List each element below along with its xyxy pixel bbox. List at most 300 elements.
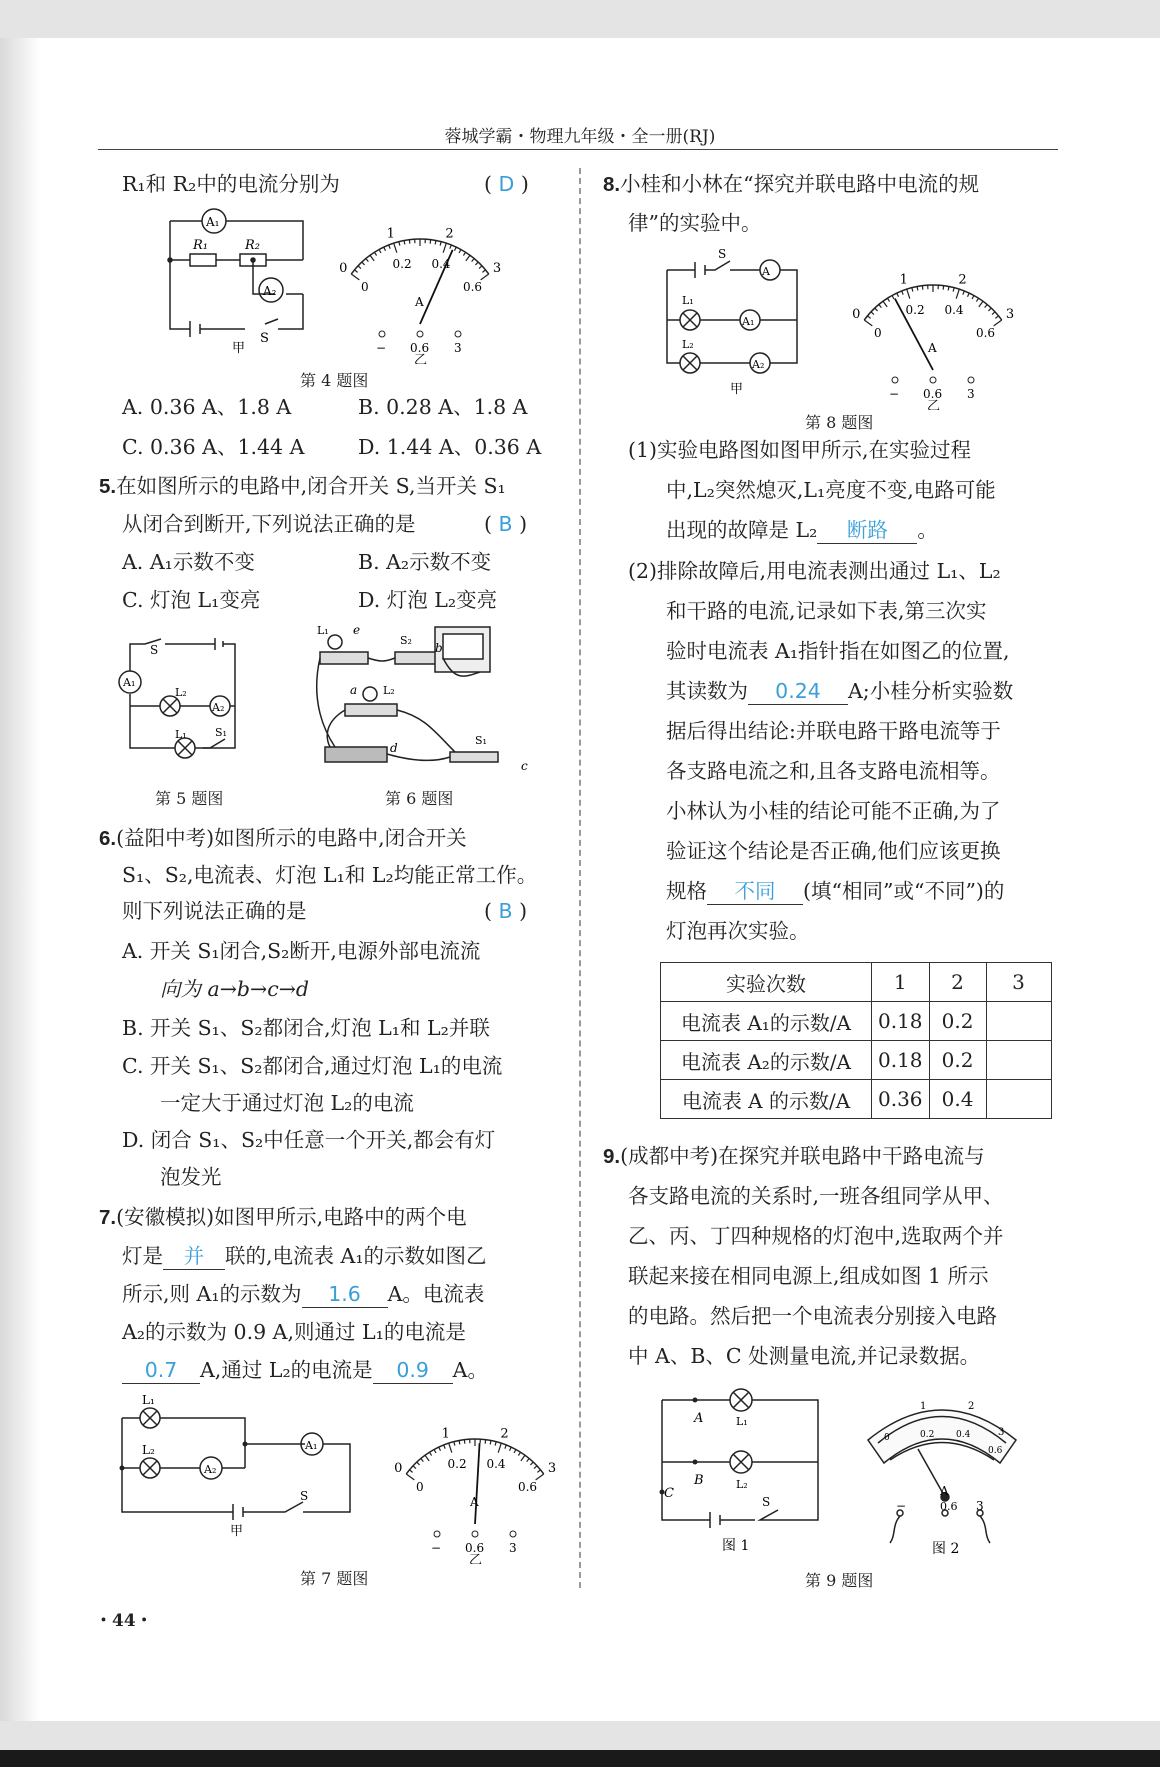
- q5-caption: 第 5 题图: [155, 789, 224, 808]
- svg-text:b: b: [435, 641, 443, 655]
- svg-text:−: −: [896, 1499, 907, 1513]
- q6-option-c: C. 开关 S₁、S₂都闭合,通过灯泡 L₁的电流: [122, 1054, 503, 1078]
- dial-tick: [509, 1447, 511, 1451]
- q6-line1: [99, 820, 467, 857]
- svg-text:c: c: [521, 759, 528, 772]
- dial-tick: [537, 1470, 540, 1473]
- q7-text-1: (安徽模拟)如图甲所示,电路中的两个电: [116, 1205, 467, 1229]
- svg-text:S₁: S₁: [475, 734, 487, 747]
- dial-tick: [389, 245, 390, 249]
- q6-answer: B: [498, 899, 513, 923]
- dial-tick: [459, 250, 461, 254]
- svg-text:L₂: L₂: [175, 686, 187, 699]
- dial-tick: [475, 262, 478, 265]
- q4-option-c: C. 0.36 A、1.44 A: [122, 435, 305, 459]
- dial-top-label: 0: [394, 1461, 403, 1477]
- dial-tick: [425, 1455, 429, 1461]
- table-cell: 0.18: [872, 1041, 930, 1080]
- dial-tick: [464, 1440, 465, 1444]
- q4-r2-label: R₂: [245, 238, 260, 253]
- dial-bottom-label: 0.4: [486, 1457, 506, 1472]
- table-cell: [986, 1002, 1051, 1041]
- dial-tick: [995, 316, 998, 319]
- dial-tick: [406, 1474, 414, 1480]
- svg-text:S₁: S₁: [215, 726, 227, 739]
- q4-fig-jia: 甲: [232, 341, 246, 354]
- svg-text:A: A: [694, 1411, 704, 1426]
- dial-bottom-label: 0.2: [447, 1457, 467, 1472]
- q5-line2: 从闭合到断开,下列说法正确的是: [122, 512, 416, 536]
- dial-top-label: 2: [500, 1426, 509, 1442]
- q8-text-p2-9a: 规格: [666, 879, 707, 903]
- dial-tick: [943, 286, 944, 290]
- q8-caption: 第 8 题图: [805, 413, 874, 432]
- q6-number: 6.: [99, 827, 117, 850]
- q8-circuit-diagram: [660, 248, 805, 398]
- terminal-3-label: 3: [967, 387, 975, 401]
- dial-bottom-label: 0.6: [517, 1479, 538, 1494]
- q6-option-d: D. 闭合 S₁、S₂中任意一个开关,都会有灯: [122, 1128, 496, 1152]
- dial-tick: [466, 255, 470, 261]
- dial-tick: [421, 1459, 424, 1462]
- dial-tick: [374, 252, 376, 255]
- dial-top-label: 3: [547, 1461, 557, 1477]
- q6-physical-circuit-image: [315, 622, 540, 772]
- q9-fig2-label: 图 2: [932, 1541, 960, 1557]
- dial-top-label: 3: [1005, 307, 1015, 323]
- q6-option-c-cont: 一定大于通过灯泡 L₂的电流: [160, 1091, 414, 1115]
- dial-tick: [907, 289, 910, 299]
- svg-text:S: S: [300, 1489, 309, 1503]
- q5-option-a: A. A₁示数不变: [122, 550, 255, 574]
- q7-ammeter-dial: [380, 1404, 570, 1564]
- dial-top-label: 3: [492, 261, 502, 277]
- q8-data-table: [660, 962, 1052, 1119]
- q8-ammeter-dial: [838, 250, 1028, 410]
- dial-tick: [439, 1447, 441, 1451]
- terminal-3: [455, 331, 461, 337]
- svg-text:甲: 甲: [230, 1524, 244, 1539]
- terminal-minus-label: −: [376, 341, 387, 355]
- dial-top-label: 2: [445, 226, 454, 242]
- dial-tick: [534, 1466, 537, 1469]
- svg-text:S: S: [762, 1495, 771, 1509]
- dial-tick: [351, 274, 359, 280]
- table-header-cell: 3: [986, 963, 1051, 1002]
- svg-text:A₁: A₁: [742, 315, 755, 328]
- q8-text-p1-3a: 出现的故障是 L₂: [666, 518, 818, 542]
- q8-p2-line8: 验证这个结论是否正确,他们应该更换: [666, 839, 1001, 863]
- dial-tick: [485, 1440, 486, 1444]
- dial-tick: [482, 270, 485, 273]
- q8-text-p2-4a: 其读数为: [666, 679, 748, 703]
- page-number: ・44・: [95, 1611, 153, 1631]
- q5-option-c: C. 灯泡 L₁变亮: [122, 588, 261, 612]
- q7-blank-1: 并: [163, 1243, 225, 1270]
- dial-tick: [917, 287, 918, 291]
- dial-tick: [410, 1470, 413, 1473]
- q8-text-1: 小桂和小林在“探究并联电路中电流的规: [620, 172, 980, 196]
- dial-tick: [429, 1452, 431, 1455]
- q8-p2-line3: 验时电流表 A₁指针指在如图乙的位置,: [666, 639, 1010, 663]
- dial-bottom-label: 0.2: [392, 257, 412, 272]
- dial-tick: [530, 1462, 533, 1465]
- q4-s-label: S: [260, 331, 269, 346]
- dial-tick: [875, 308, 878, 311]
- q8-text-p1-3b: 。: [917, 518, 938, 542]
- q7-line2: [122, 1238, 487, 1274]
- q9-line5: 的电路。然后把一个电流表分别接入电路: [628, 1304, 997, 1328]
- q7-caption: 第 7 题图: [300, 1569, 369, 1588]
- q8-p2-line4: [666, 673, 1013, 709]
- terminal-minus-label: −: [431, 1541, 442, 1555]
- svg-text:A₂: A₂: [212, 701, 225, 714]
- dial-tick: [362, 262, 365, 265]
- table-header-cell: 1: [872, 963, 930, 1002]
- svg-text:L₁: L₁: [317, 624, 329, 637]
- svg-text:C: C: [664, 1486, 674, 1501]
- svg-text:a: a: [350, 683, 358, 697]
- q7-blank-3: 0.7: [122, 1357, 200, 1384]
- q4-ammeter-dial: [325, 204, 515, 364]
- table-row: [661, 1080, 1052, 1119]
- q6-line2: S₁、S₂,电流表、灯泡 L₁和 L₂均能正常工作。: [122, 863, 538, 887]
- svg-text:2: 2: [968, 1401, 975, 1412]
- page-shadow: [0, 38, 40, 1721]
- table-cell: [986, 1080, 1051, 1119]
- dial-tick: [897, 293, 899, 297]
- svg-text:甲: 甲: [730, 382, 744, 397]
- terminal-3-label: 3: [509, 1541, 517, 1555]
- svg-text:A₂: A₂: [204, 1463, 217, 1476]
- terminal-3: [510, 1531, 516, 1537]
- q6-answer-bracket: ( B ): [484, 899, 528, 923]
- terminal-3-label: 3: [454, 341, 462, 355]
- terminal-06: [472, 1531, 478, 1537]
- dial-tick: [992, 312, 995, 315]
- table-cell: 0.2: [929, 1041, 986, 1080]
- table-cell: [986, 1041, 1051, 1080]
- table-header-cell: 实验次数: [661, 963, 872, 1002]
- header-rule: [98, 149, 1058, 150]
- svg-text:3: 3: [998, 1427, 1005, 1438]
- table-header-cell: 2: [929, 963, 986, 1002]
- svg-text:B: B: [694, 1473, 704, 1488]
- table-row: [661, 1002, 1052, 1041]
- q8-p2-line9: [666, 873, 1004, 909]
- column-divider: [579, 168, 581, 1588]
- table-row: [661, 1041, 1052, 1080]
- dial-tick: [358, 266, 361, 269]
- q4-option-b: B. 0.28 A、1.8 A: [358, 395, 528, 419]
- q7-text-2a: 灯是: [122, 1244, 163, 1268]
- terminal-06-label: 0.6: [923, 387, 943, 401]
- svg-text:A: A: [940, 1484, 949, 1498]
- q7-text-3a: 所示,则 A₁的示数为: [122, 1282, 302, 1306]
- q5-line1: [99, 468, 506, 505]
- terminal-3: [968, 377, 974, 383]
- q8-p2-line1: (2)排除故障后,用电流表测出通过 L₁、L₂: [628, 559, 1001, 583]
- dial-tick: [892, 296, 894, 300]
- q8-p2-line2: 和干路的电流,记录如下表,第三次实: [666, 599, 987, 623]
- dial-tick: [379, 250, 381, 254]
- terminal-minus: [434, 1531, 440, 1537]
- q7-line4: A₂的示数为 0.9 A,则通过 L₁的电流是: [122, 1320, 466, 1344]
- q7-text-5a: A,通过 L₂的电流是: [200, 1358, 373, 1382]
- svg-text:0: 0: [884, 1433, 890, 1443]
- dial-tick: [521, 1455, 525, 1461]
- dial-fig-label: 乙: [927, 399, 941, 410]
- q9-caption: 第 9 题图: [805, 1571, 874, 1590]
- q7-number: 7.: [99, 1206, 117, 1229]
- dial-tick: [868, 316, 871, 319]
- dial-tick: [956, 289, 959, 299]
- q9-line3: 乙、丙、丁四种规格的灯泡中,选取两个并: [628, 1224, 1004, 1248]
- q6-option-a-cont: 向为 a→b→c→d: [160, 977, 309, 1001]
- dial-tick: [399, 242, 400, 246]
- dial-tick: [505, 1445, 506, 1449]
- q9-ammeter-figure: [860, 1385, 1025, 1560]
- svg-text:L₂: L₂: [736, 1478, 748, 1491]
- dial-tick: [454, 1442, 455, 1446]
- q5-circuit-diagram: [115, 636, 275, 761]
- dial-tick: [454, 247, 456, 251]
- dial-tick: [434, 1450, 436, 1454]
- svg-text:A: A: [762, 265, 770, 278]
- dial-tick: [463, 252, 465, 255]
- svg-text:L₁: L₁: [736, 1415, 748, 1428]
- q5-option-d: D. 灯泡 L₂变亮: [358, 588, 498, 612]
- table-cell: 电流表 A₁的示数/A: [661, 1002, 872, 1041]
- q8-blank-1: 断路: [817, 517, 917, 544]
- q8-p2-line5: 据后得出结论:并联电路干路电流等于: [666, 719, 1001, 743]
- dial-tick: [366, 259, 369, 262]
- q5-text-1: 在如图所示的电路中,闭合开关 S,当开关 S₁: [116, 474, 506, 498]
- dial-tick: [443, 243, 446, 253]
- dial-tick: [417, 1462, 420, 1465]
- dial-tick: [479, 266, 482, 269]
- svg-text:A₁: A₁: [305, 1439, 318, 1452]
- table-cell: 0.2: [929, 1002, 986, 1041]
- q7-circuit-diagram: [115, 1390, 355, 1540]
- q8-text-p2-4b: A;小桂分析实验数: [848, 679, 1014, 703]
- q9-line4: 联起来接在相同电源上,组成如图 1 所示: [628, 1264, 989, 1288]
- dial-tick: [963, 291, 964, 295]
- dial-tick: [498, 1443, 501, 1453]
- svg-text:0.4: 0.4: [956, 1430, 971, 1440]
- dial-unit: A: [470, 1495, 479, 1509]
- q6-option-a: A. 开关 S₁闭合,S₂断开,电源外部电流流: [122, 939, 481, 963]
- svg-text:L₂: L₂: [383, 684, 395, 697]
- terminal-minus-label: −: [889, 387, 900, 401]
- dial-tick: [450, 245, 451, 249]
- dial-tick: [953, 288, 954, 292]
- dial-tick: [902, 291, 903, 295]
- terminal-06-label: 0.6: [465, 1541, 485, 1555]
- terminal-06-label: 0.6: [410, 341, 430, 355]
- dial-tick: [527, 1459, 530, 1462]
- q9-number: 9.: [603, 1145, 621, 1168]
- dial-needle: [475, 1443, 480, 1524]
- dial-tick: [988, 308, 991, 311]
- dial-tick: [972, 296, 974, 300]
- q4-option-d: D. 1.44 A、0.36 A: [358, 435, 542, 459]
- q8-blank-2: 0.24: [748, 678, 848, 705]
- q4-a2-label: A₂: [263, 284, 277, 298]
- svg-text:e: e: [353, 623, 361, 637]
- q8-p1-line1: (1)实验电路图如图甲所示,在实验过程: [628, 438, 972, 462]
- q6-caption: 第 6 题图: [385, 789, 454, 808]
- dial-tick: [459, 1441, 460, 1445]
- q9-fig1-label: 图 1: [722, 1538, 750, 1554]
- q6-line3: 则下列说法正确的是: [122, 899, 307, 923]
- bottom-bar: [0, 1750, 1160, 1767]
- dial-tick: [948, 287, 949, 291]
- svg-text:S: S: [718, 248, 727, 261]
- svg-text:0.6: 0.6: [988, 1446, 1003, 1456]
- dial-tick: [370, 255, 374, 261]
- q8-blank-3: 不同: [707, 878, 803, 905]
- dial-bottom-label: 0.2: [905, 303, 925, 318]
- svg-text:3: 3: [976, 1499, 984, 1513]
- dial-tick: [979, 301, 983, 307]
- dial-tick: [444, 1445, 445, 1449]
- dial-tick: [967, 293, 969, 297]
- dial-top-label: 1: [899, 272, 908, 288]
- dial-tick: [495, 1442, 496, 1446]
- q7-blank-4: 0.9: [373, 1357, 453, 1384]
- table-cell: 电流表 A₂的示数/A: [661, 1041, 872, 1080]
- q7-text-5b: A。: [452, 1358, 488, 1382]
- table-cell: 0.4: [929, 1080, 986, 1119]
- q7-text-2b: 联的,电流表 A₁的示数如图乙: [225, 1244, 487, 1268]
- q9-line1: [603, 1138, 985, 1175]
- terminal-06: [930, 377, 936, 383]
- q8-line2: 律”的实验中。: [628, 211, 762, 235]
- q7-line1: [99, 1199, 467, 1236]
- dial-tick: [355, 270, 358, 273]
- dial-fig-label: 乙: [414, 353, 428, 364]
- dial-bottom-label: 0: [874, 325, 882, 340]
- q9-circuit-diagram: [650, 1380, 830, 1560]
- q4-a1-label: A₁: [206, 215, 220, 229]
- svg-text:0.2: 0.2: [920, 1430, 935, 1440]
- svg-text:d: d: [390, 741, 398, 755]
- q8-line1: [603, 166, 979, 203]
- dial-tick: [883, 301, 887, 307]
- dial-tick: [394, 243, 397, 253]
- dial-tick: [879, 305, 882, 308]
- dial-bottom-label: 0: [416, 1479, 424, 1494]
- q4-stem: R₁和 R₂中的电流分别为: [122, 172, 340, 196]
- dial-top-label: 2: [958, 272, 967, 288]
- dial-tick: [985, 305, 988, 308]
- table-header-row: [661, 963, 1052, 1002]
- dial-bottom-label: 0.4: [944, 303, 964, 318]
- dial-tick: [435, 241, 436, 245]
- terminal-minus: [892, 377, 898, 383]
- dial-top-label: 0: [339, 261, 348, 277]
- dial-bottom-label: 0.4: [431, 257, 451, 272]
- q4-circuit-diagram: [160, 204, 310, 354]
- q4-option-a: A. 0.36 A、1.8 A: [122, 395, 292, 419]
- q8-text-p2-9b: (填“相同”或“不同”)的: [803, 879, 1005, 903]
- svg-text:L₁: L₁: [142, 1393, 155, 1407]
- table-cell: 0.36: [872, 1080, 930, 1119]
- svg-text:L₂: L₂: [682, 338, 694, 351]
- q9-line2: 各支路电流的关系时,一班各组同学从甲、: [628, 1184, 1004, 1208]
- q9-text-1: (成都中考)在探究并联电路中干路电流与: [620, 1144, 985, 1168]
- dial-tick: [413, 1466, 416, 1469]
- dial-tick: [440, 242, 441, 246]
- q8-p2-line7: 小林认为小桂的结论可能不正确,为了: [666, 799, 1001, 823]
- dial-bottom-label: 0.6: [462, 279, 483, 294]
- svg-text:1: 1: [920, 1401, 927, 1412]
- q5-option-b: B. A₂示数不变: [358, 550, 492, 574]
- q7-text-3b: A。电流表: [387, 1282, 485, 1306]
- dial-tick: [472, 259, 475, 262]
- q8-number: 8.: [603, 173, 621, 196]
- q9-line6: 中 A、B、C 处测量电流,并记录数据。: [628, 1344, 981, 1368]
- dial-bottom-label: 0.6: [975, 325, 996, 340]
- svg-text:L₁: L₁: [682, 294, 694, 307]
- q7-line5: [122, 1352, 488, 1388]
- q7-blank-2: 1.6: [302, 1281, 388, 1308]
- dial-tick: [922, 286, 923, 290]
- svg-text:S: S: [150, 643, 159, 657]
- table-cell: 电流表 A 的示数/A: [661, 1080, 872, 1119]
- dial-tick: [912, 288, 913, 292]
- q6-text-1: (益阳中考)如图所示的电路中,闭合开关: [116, 826, 467, 850]
- dial-top-label: 0: [852, 307, 861, 323]
- svg-text:A₁: A₁: [123, 676, 136, 689]
- table-cell: 0.18: [872, 1002, 930, 1041]
- dial-tick: [384, 247, 386, 251]
- q7-line3: [122, 1276, 484, 1312]
- svg-text:0.6: 0.6: [940, 1500, 958, 1513]
- svg-text:A₂: A₂: [752, 358, 765, 371]
- dial-tick: [404, 241, 405, 245]
- dial-tick: [976, 298, 978, 301]
- dial-top-label: 1: [386, 226, 395, 242]
- q4-r1-label: R₁: [193, 238, 208, 253]
- dial-unit: A: [928, 341, 937, 355]
- dial-tick: [430, 240, 431, 244]
- svg-text:L₁: L₁: [175, 728, 187, 741]
- terminal-minus: [379, 331, 385, 337]
- q6-option-b: B. 开关 S₁、S₂都闭合,灯泡 L₁和 L₂并联: [122, 1016, 490, 1040]
- dial-top-label: 1: [441, 1426, 450, 1442]
- dial-unit: A: [415, 295, 424, 309]
- page-header: 蓉城学霸・物理九年级・全一册(RJ): [444, 127, 716, 147]
- dial-tick: [409, 240, 410, 244]
- dial-tick: [514, 1450, 516, 1454]
- svg-text:L₂: L₂: [142, 1443, 155, 1457]
- dial-tick: [449, 1443, 452, 1453]
- q5-answer-bracket: ( B ): [484, 512, 528, 536]
- dial-tick: [490, 1441, 491, 1445]
- svg-text:S₂: S₂: [400, 634, 412, 647]
- dial-fig-label: 乙: [469, 1553, 483, 1564]
- q8-p1-line2: 中,L₂突然熄灭,L₁亮度不变,电路可能: [666, 478, 996, 502]
- q4-caption: 第 4 题图: [300, 371, 369, 390]
- q5-number: 5.: [99, 475, 117, 498]
- terminal-06: [417, 331, 423, 337]
- dial-tick: [864, 320, 872, 326]
- q4-answer-bracket: ( D ): [484, 172, 529, 196]
- q5-answer: B: [498, 512, 513, 536]
- dial-tick: [871, 312, 874, 315]
